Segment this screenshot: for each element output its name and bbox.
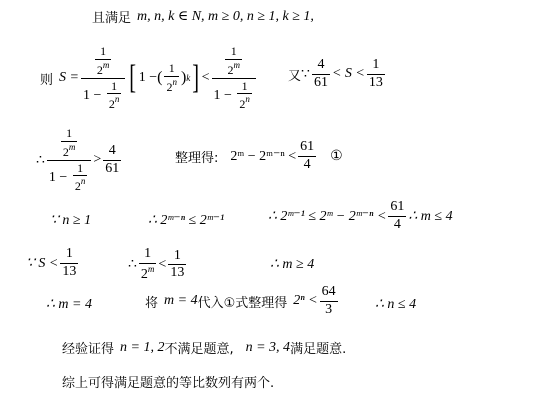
n-bound-b: ∴ 2ᵐ⁻ⁿ ≤ 2ᵐ⁻¹ (148, 213, 225, 228)
circle-one-marker: ① (330, 148, 343, 164)
s-bound-a: ∵ S < $\frac{1}{13}$ (26, 246, 77, 279)
conclusion-line: 综上可得满足题意的等比数列有两个. (62, 376, 275, 391)
tidy-label: 整理得: (175, 150, 219, 166)
s-equals: S = (59, 70, 79, 85)
inequality-line: ∴ $\frac{1}{2^m}$ 1 − $\frac{1}{2^n}$ > $\frac{4}{61}$ (36, 126, 120, 194)
verify-line: 经验证得 n = 1, 2 不满足题意, n = 3, 4 满足题意. (62, 339, 347, 357)
condition-label: 且满足 (92, 11, 132, 26)
substitute-line: 将 m = 4 代入①式整理得 2ⁿ < $\frac{64}{3}$ (145, 284, 336, 317)
condition-math: m, n, k ∈ N, m ≥ 0, n ≥ 1, k ≥ 1, (137, 9, 314, 24)
m-result: ∴ m = 4 (46, 297, 92, 312)
bound-fraction: $\frac{1}{2^m}$ 1 − $\frac{1}{2^n}$ (212, 45, 256, 110)
sum-formula-line: 则 S = $\frac{1}{2^m}$ 1 − $\frac{1}{2^n}$ [ 1 − ( $\frac{1}{2^n}$ ) k ] < $\frac{1}{2^m}$ 1 − $\frac{1}{2^n}$ (40, 38, 258, 118)
ze-label: 则 (40, 72, 54, 88)
s-bound-c: ∴ m ≥ 4 (270, 257, 315, 272)
n-bound-a: ∵ n ≥ 1 (50, 213, 92, 228)
ratio-fraction: $\frac{1}{2^n}$ (166, 61, 177, 94)
s-bound-b: ∴ $\frac{1}{2^m}$ < $\frac{1}{13}$ (128, 246, 185, 282)
n-bound-c: ∴ 2ᵐ⁻¹ ≤ 2ᵐ − 2ᵐ⁻ⁿ < $\frac{61}{4}$ ∴ m ≤ 4 (268, 199, 453, 232)
one-over-2m: $\frac{1}{2^m}$ (96, 44, 110, 77)
tidy-line: 整理得: 2ᵐ − 2ᵐ⁻ⁿ < $\frac{61}{4}$ ① (175, 139, 343, 172)
condition-line (92, 7, 314, 26)
given-range-line: 又 ∵ $\frac{4}{61}$ < S < $\frac{1}{13}$ (288, 57, 383, 90)
n-result: ∴ n ≤ 4 (375, 297, 417, 312)
you-label: 又 (288, 68, 302, 84)
lhs-fraction: $\frac{1}{2^m}$ 1 − $\frac{1}{2^n}$ (47, 127, 91, 192)
sum-outer-fraction: $\frac{1}{2^m}$ 1 − $\frac{1}{2^n}$ (81, 45, 125, 110)
